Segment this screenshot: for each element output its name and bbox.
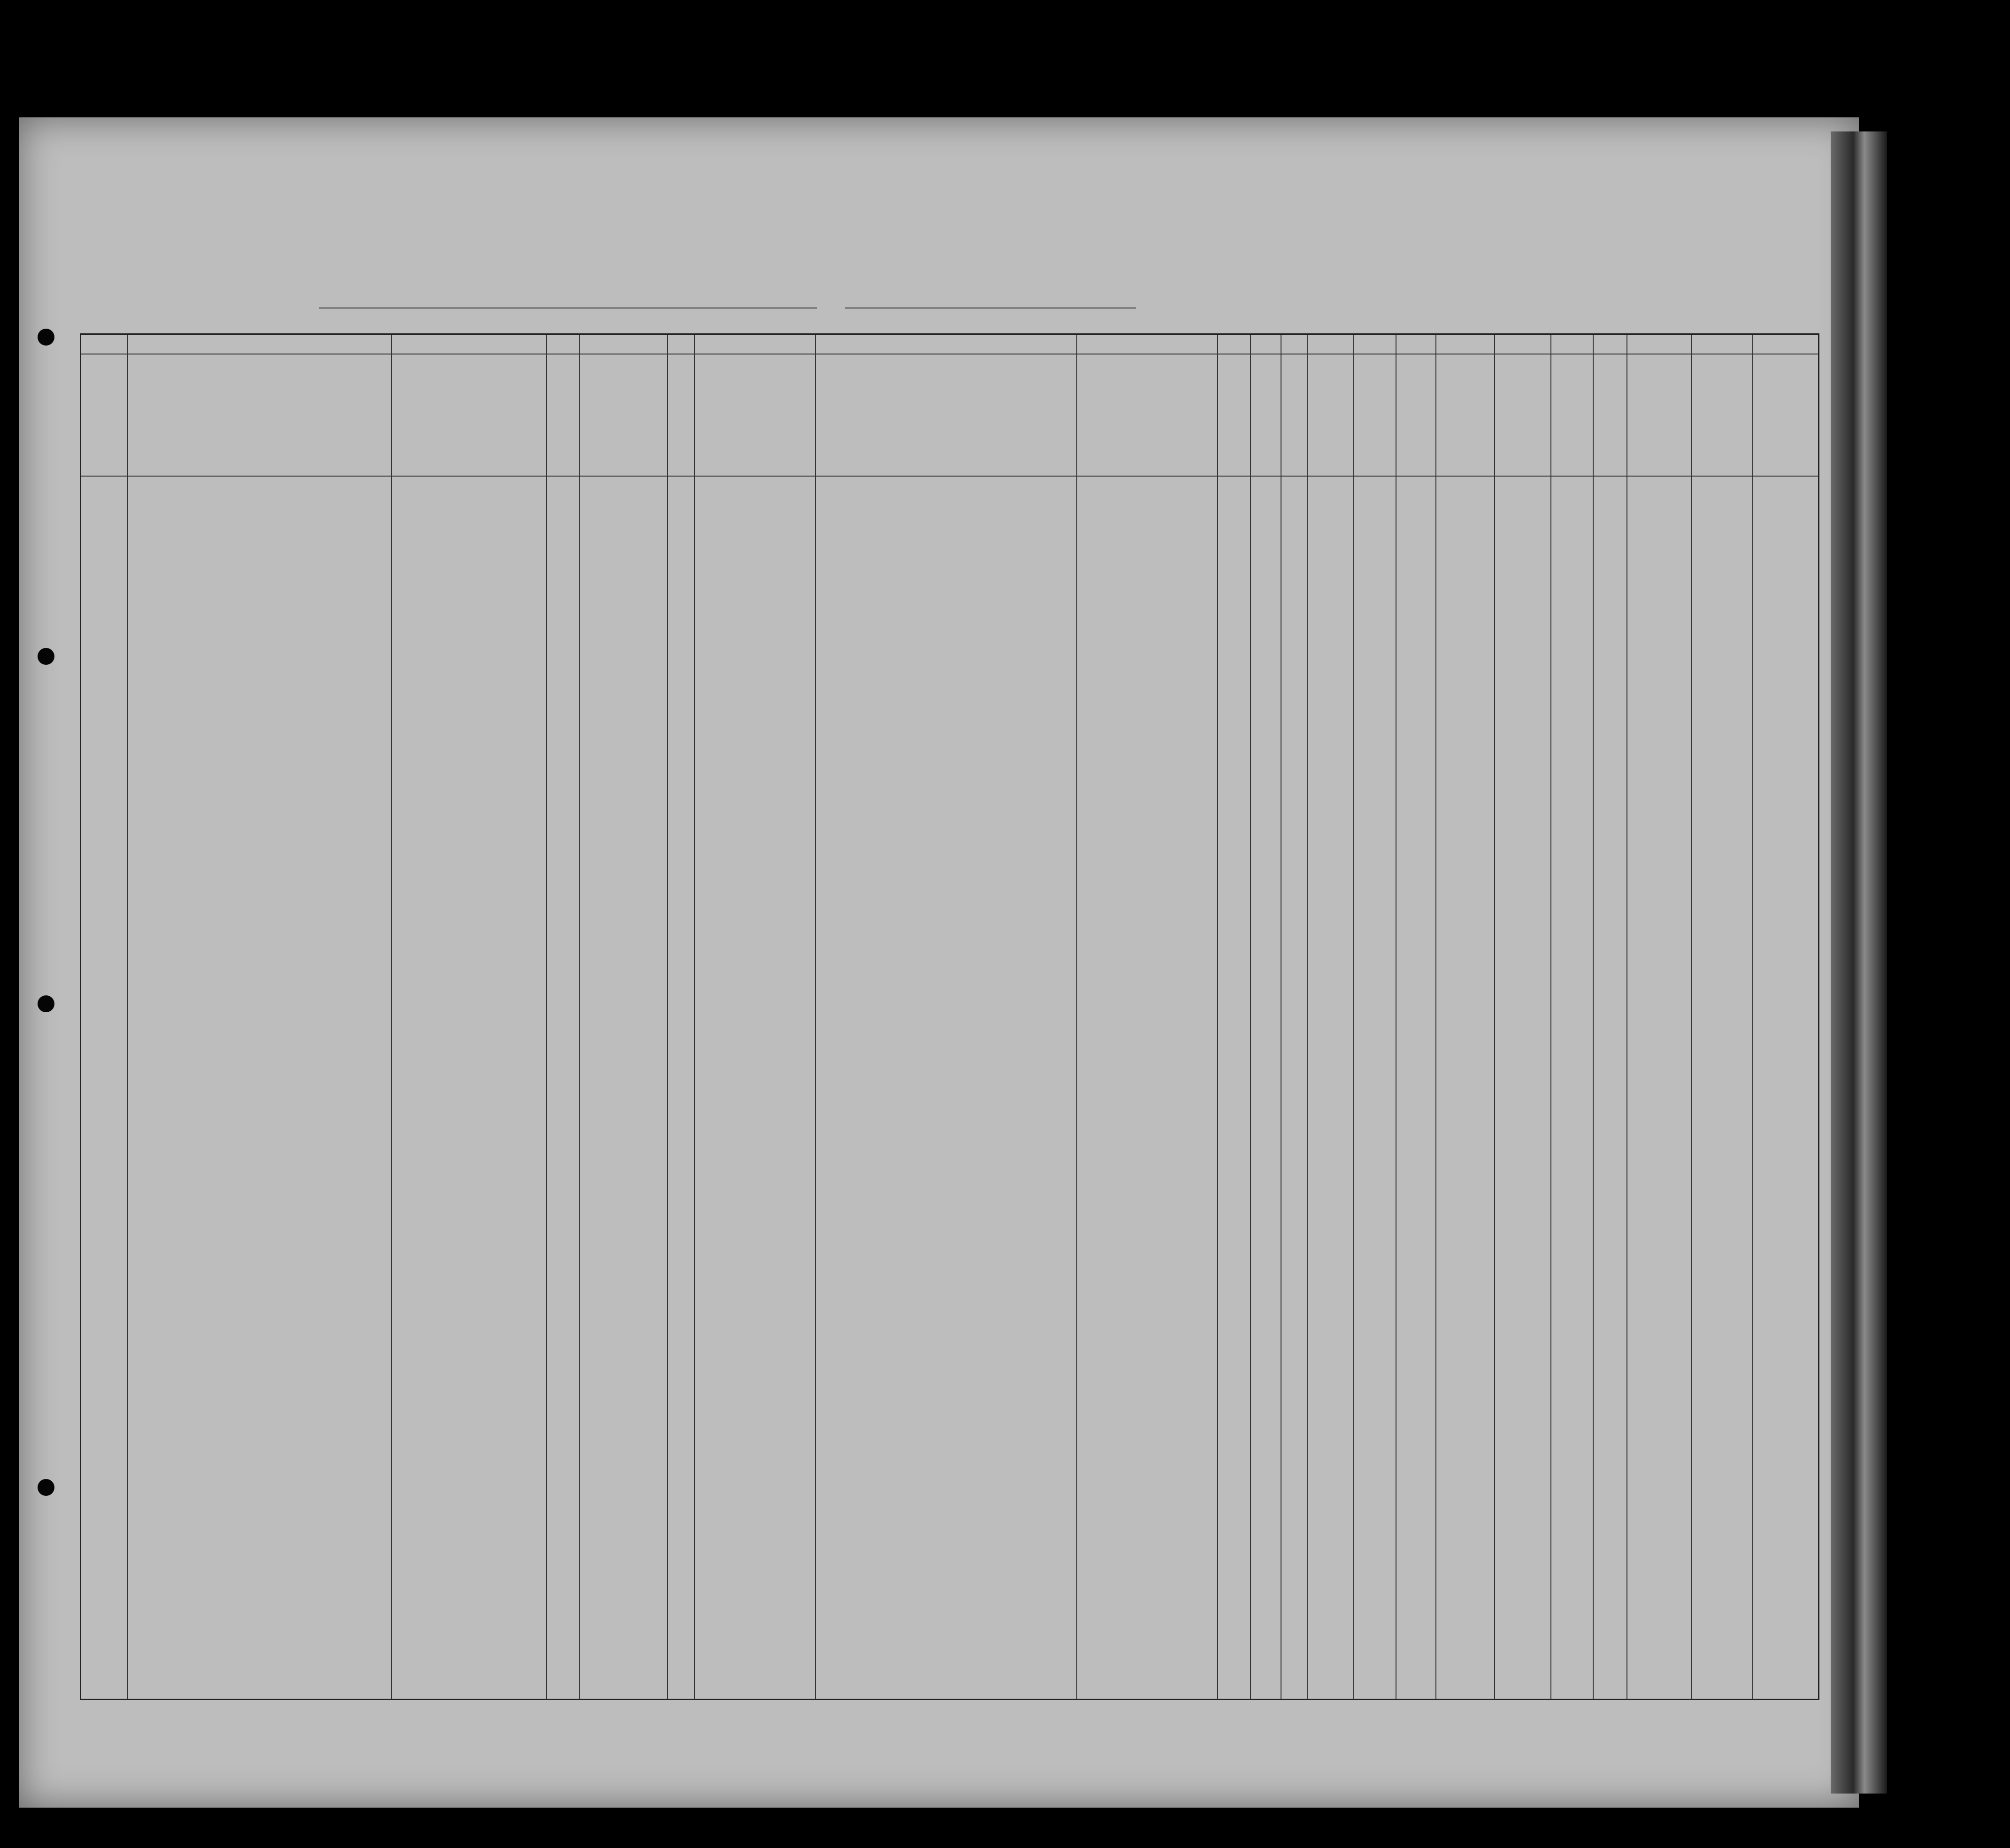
binding-hole [38,1479,54,1496]
binding-hole [38,329,54,346]
binding-hole [38,648,54,665]
manifest-page [19,117,1859,1808]
passenger-table [80,333,1819,1700]
binding-hole [38,995,54,1012]
page-edge [1831,131,1887,1794]
